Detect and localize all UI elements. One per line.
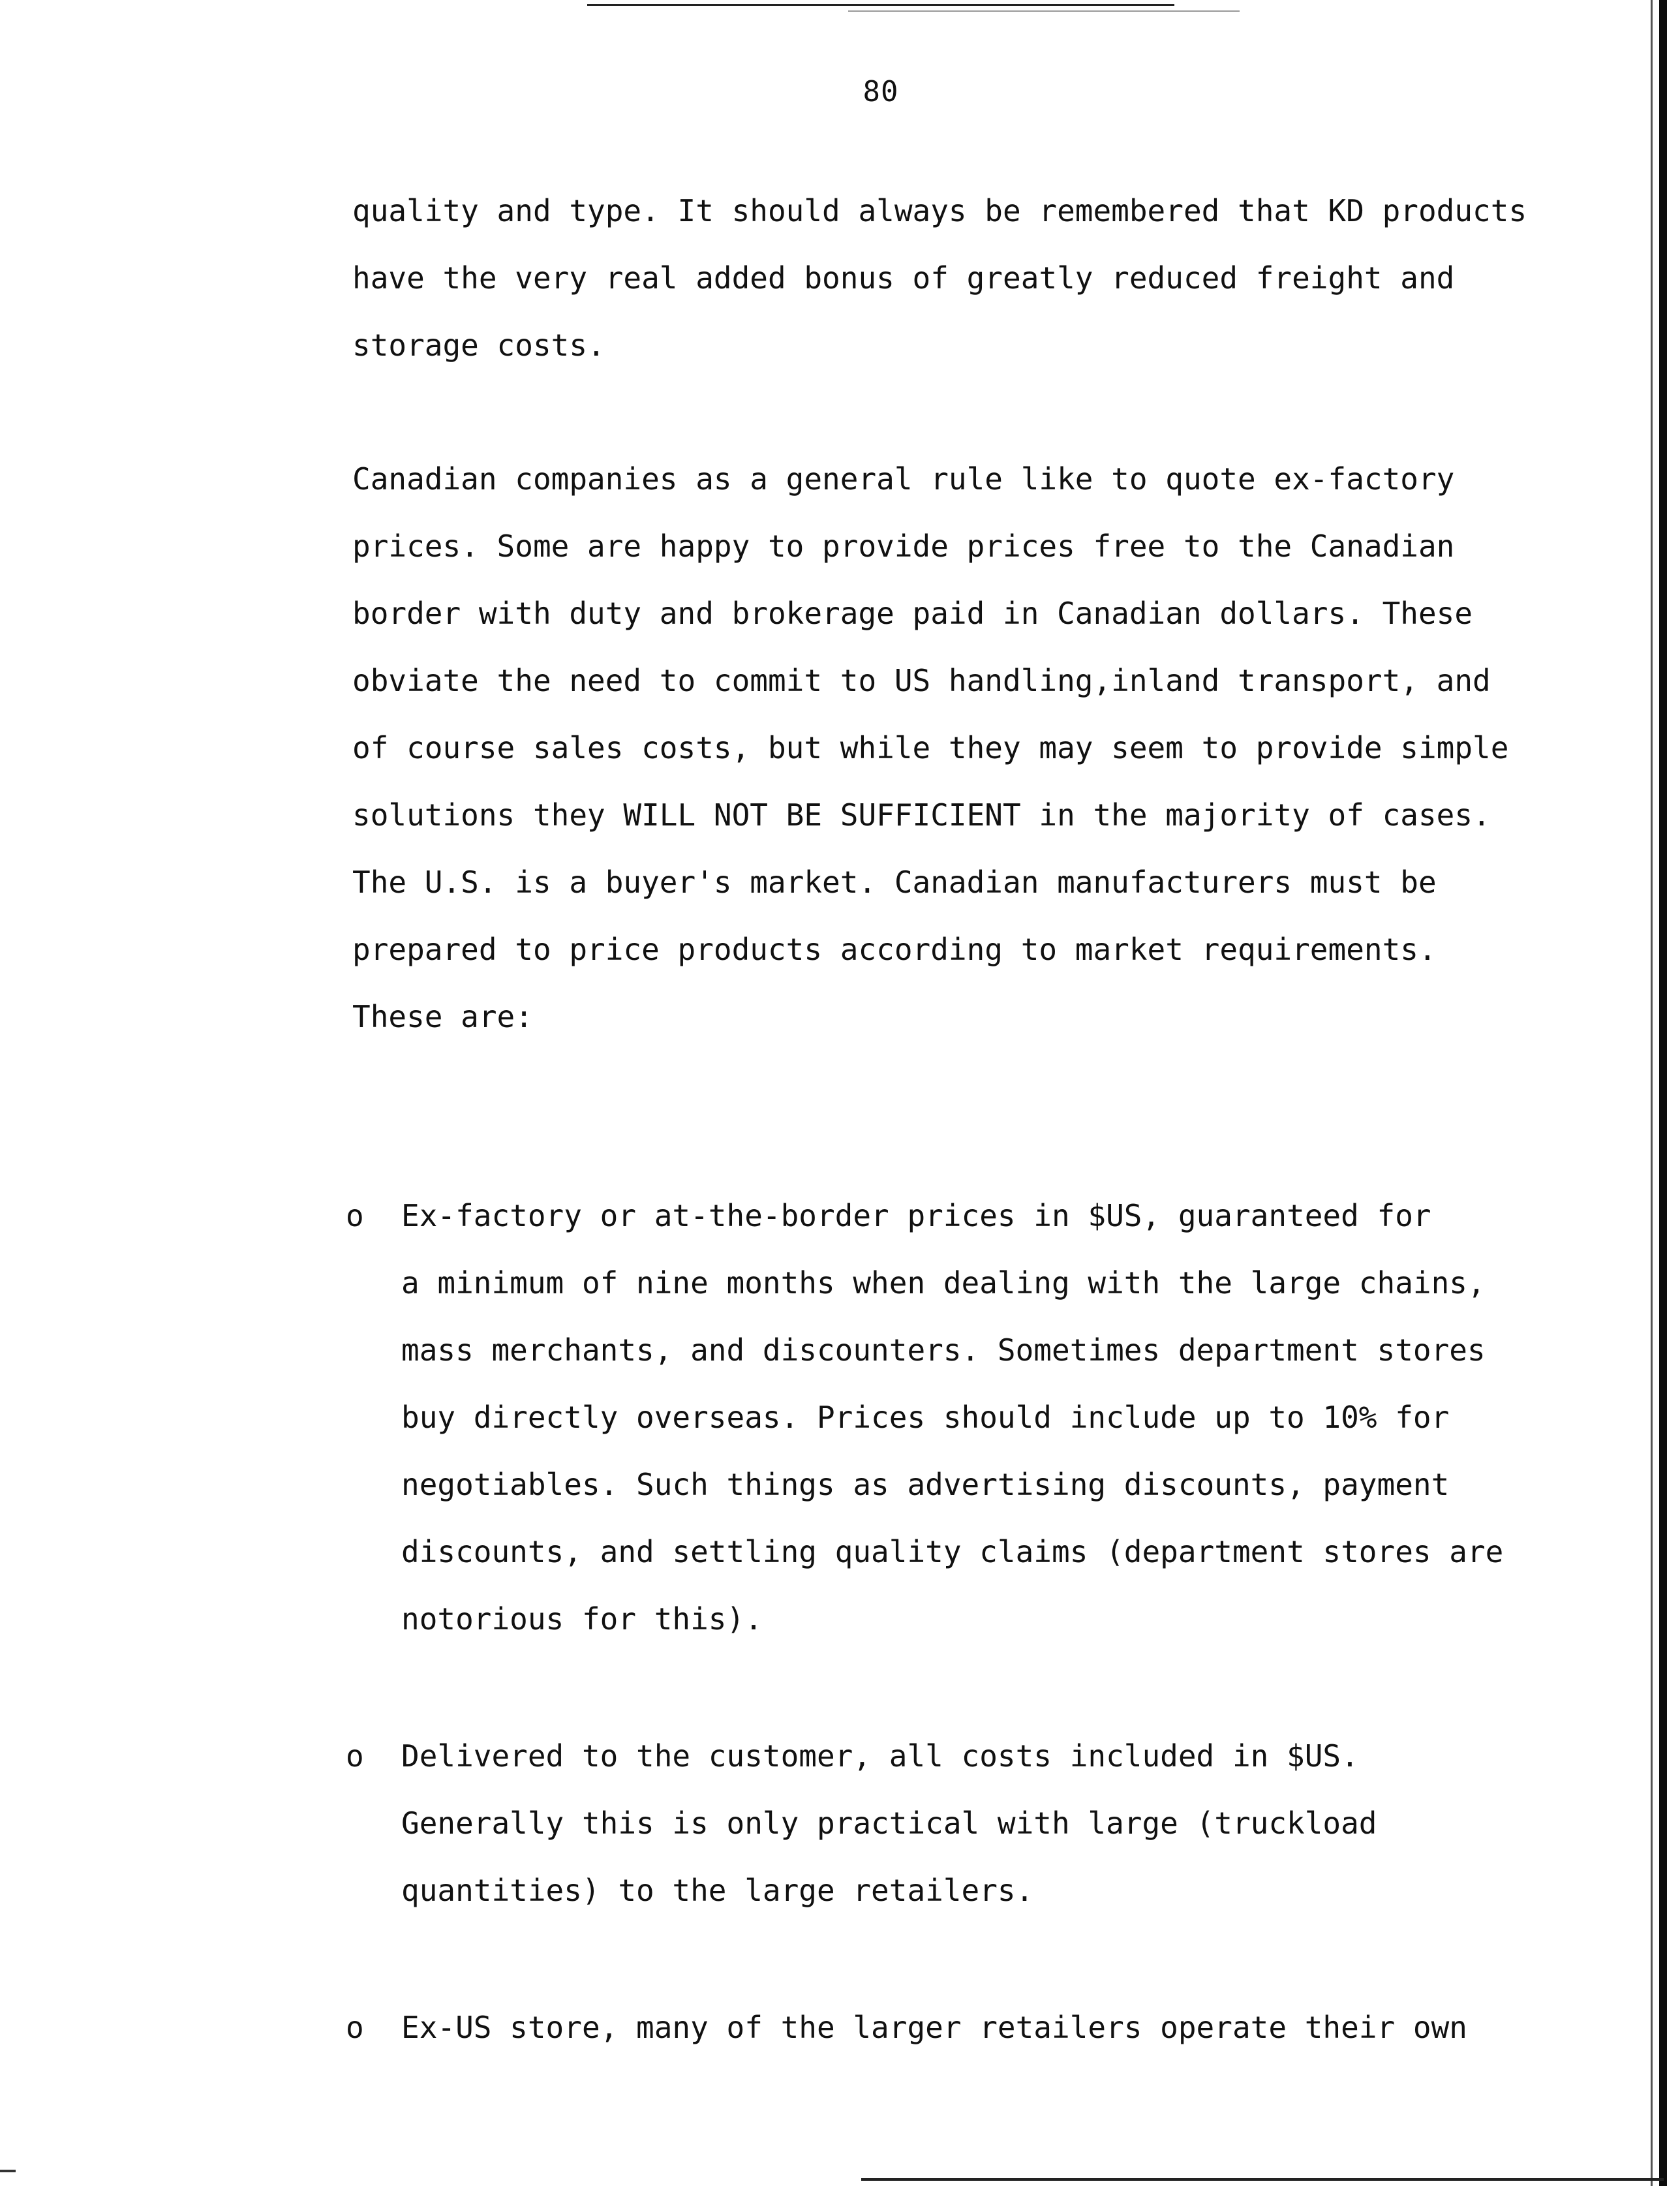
paragraph-line: obviate the need to commit to US handling,inland transport, and <box>352 663 1491 698</box>
bullet-line: mass merchants, and discounters. Sometimes department stores <box>401 1332 1486 1368</box>
paragraph-line: Canadian companies as a general rule like to quote ex-factory <box>352 461 1455 497</box>
paragraph-line: have the very real added bonus of greatly reduced freight and <box>352 260 1455 296</box>
bullet-line: quantities) to the large retailers. <box>401 1873 1034 1908</box>
scan-bottom-left-mark <box>0 2170 16 2172</box>
bullet-body <box>401 1994 1467 2061</box>
bullet-marker: o <box>346 1738 364 1774</box>
paragraph-continuation <box>352 177 1592 379</box>
scan-top-rule <box>587 4 1174 6</box>
bullet-line: Ex-factory or at-the-border prices in $US, guaranteed for <box>401 1198 1431 1233</box>
scan-right-edge-thin <box>1651 0 1653 2186</box>
bullet-line: Ex-US store, many of the larger retailers operate their own <box>401 2010 1467 2045</box>
paragraph-line: These are: <box>352 999 533 1034</box>
paragraph-pricing <box>352 446 1592 1051</box>
bullet-line: Generally this is only practical with large (truckload <box>401 1806 1377 1841</box>
scan-top-rule-faint <box>848 10 1240 12</box>
bullet-line: negotiables. Such things as advertising discounts, payment <box>401 1467 1450 1502</box>
bullet-line: Delivered to the customer, all costs included in $US. <box>401 1738 1359 1774</box>
bullet-body <box>401 1182 1503 1653</box>
bullet-line: discounts, and settling quality claims (department stores are <box>401 1534 1504 1569</box>
paragraph-line: of course sales costs, but while they may seem to provide simple <box>352 730 1509 765</box>
paragraph-line: border with duty and brokerage paid in Canadian dollars. These <box>352 596 1473 631</box>
bullet-body <box>401 1723 1377 1924</box>
bullet-line: a minimum of nine months when dealing with the large chains, <box>401 1265 1486 1301</box>
paragraph-line: prepared to price products according to market requirements. <box>352 932 1437 967</box>
bullet-marker: o <box>346 1198 364 1233</box>
paragraph-line: prices. Some are happy to provide prices free to the Canadian <box>352 529 1455 564</box>
bullet-line: buy directly overseas. Prices should include up to 10% for <box>401 1400 1450 1435</box>
bullet-line: notorious for this). <box>401 1601 763 1637</box>
paragraph-line: storage costs. <box>352 328 605 363</box>
bullet-marker: o <box>346 2010 364 2045</box>
paragraph-line: quality and type. It should always be remembered that KD products <box>352 193 1527 228</box>
paragraph-line: solutions they WILL NOT BE SUFFICIENT in the majority of cases. <box>352 797 1491 833</box>
paragraph-line: The U.S. is a buyer's market. Canadian manufacturers must be <box>352 865 1437 900</box>
page-number: 80 <box>863 75 899 108</box>
scan-bottom-rule <box>861 2178 1664 2181</box>
scan-right-edge <box>1659 0 1667 2186</box>
